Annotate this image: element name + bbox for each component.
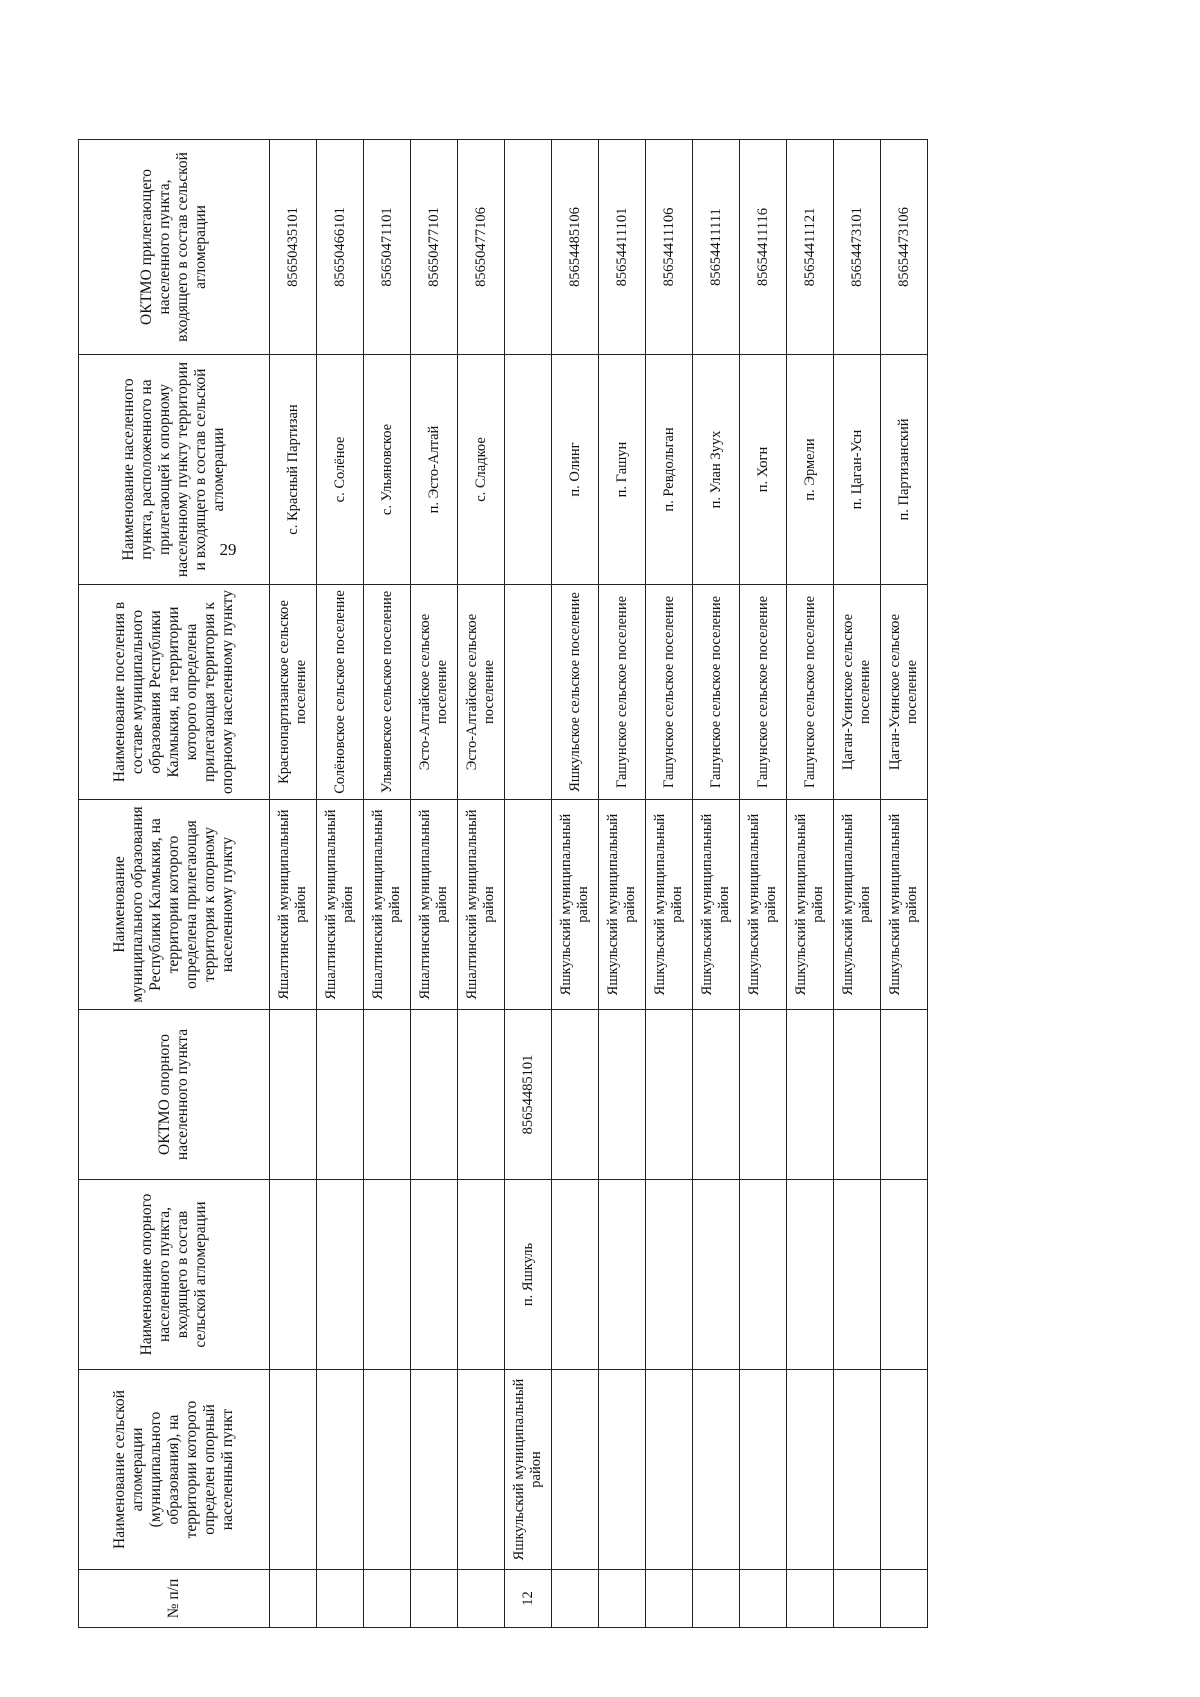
- cell-municipality: Яшалтинский муниципальный район: [364, 800, 411, 1010]
- table-row: [552, 140, 599, 1628]
- table-header-row: [79, 140, 270, 1628]
- table-row: [364, 140, 411, 1628]
- cell-adjacent-oktmo: 85650471101: [364, 140, 411, 355]
- table-row: [411, 140, 458, 1628]
- cell-settlement: Эсто-Алтайское сельское поселение: [458, 585, 505, 800]
- cell-num: [317, 1570, 364, 1628]
- cell-num: [834, 1570, 881, 1628]
- cell-adjacent-place: с. Солёное: [317, 355, 364, 585]
- cell-municipality: Яшкульский муниципальный район: [646, 800, 693, 1010]
- table-row: [881, 140, 928, 1628]
- cell-adjacent-oktmo: 85650435101: [270, 140, 317, 355]
- cell-settlement: Эсто-Алтайское сельское поселение: [411, 585, 458, 800]
- cell-adjacent-oktmo: 85654473106: [881, 140, 928, 355]
- cell-municipality: Яшалтинский муниципальный район: [458, 800, 505, 1010]
- cell-agglomeration: [552, 1370, 599, 1570]
- cell-agglomeration: [599, 1370, 646, 1570]
- cell-agglomeration: [270, 1370, 317, 1570]
- cell-base-oktmo: [270, 1010, 317, 1180]
- cell-adjacent-oktmo: 85654411111: [693, 140, 740, 355]
- cell-base-settlement: [599, 1180, 646, 1370]
- cell-base-settlement: п. Яшкуль: [505, 1180, 552, 1370]
- cell-num: [646, 1570, 693, 1628]
- cell-base-oktmo: [646, 1010, 693, 1180]
- cell-base-oktmo: [740, 1010, 787, 1180]
- page-number: 29: [219, 540, 237, 559]
- cell-base-oktmo: [881, 1010, 928, 1180]
- cell-num: 12: [505, 1570, 552, 1628]
- cell-adjacent-oktmo: 85650477101: [411, 140, 458, 355]
- cell-adjacent-oktmo: 85654485106: [552, 140, 599, 355]
- cell-adjacent-place: п. Гашун: [599, 355, 646, 585]
- table-row: [834, 140, 881, 1628]
- cell-num: [364, 1570, 411, 1628]
- cell-municipality: Яшалтинский муниципальный район: [411, 800, 458, 1010]
- header-municipality: Наименование муниципального образования Республики Калмыкия, на территории которого определена прилегающая территория к опорному населенному пункту: [79, 800, 270, 1010]
- cell-municipality: Яшкульский муниципальный район: [693, 800, 740, 1010]
- cell-base-oktmo: 85654485101: [505, 1010, 552, 1180]
- cell-agglomeration: [646, 1370, 693, 1570]
- table-row: [505, 140, 552, 1628]
- cell-settlement: Яшкульское сельское поселение: [552, 585, 599, 800]
- table-row: [787, 140, 834, 1628]
- table-row: [646, 140, 693, 1628]
- agglomeration-table: [78, 139, 928, 1628]
- table-row: [693, 140, 740, 1628]
- cell-base-settlement: [834, 1180, 881, 1370]
- cell-base-settlement: [270, 1180, 317, 1370]
- cell-adjacent-place: п. Хогн: [740, 355, 787, 585]
- cell-adjacent-oktmo: 85654411121: [787, 140, 834, 355]
- cell-num: [787, 1570, 834, 1628]
- cell-municipality: Яшкульский муниципальный район: [881, 800, 928, 1010]
- cell-agglomeration: [693, 1370, 740, 1570]
- cell-adjacent-place: п. Олинг: [552, 355, 599, 585]
- cell-base-settlement: [787, 1180, 834, 1370]
- cell-adjacent-oktmo: 85654411116: [740, 140, 787, 355]
- cell-base-oktmo: [834, 1010, 881, 1180]
- cell-agglomeration: [317, 1370, 364, 1570]
- cell-num: [411, 1570, 458, 1628]
- cell-adjacent-place: с. Ульяновское: [364, 355, 411, 585]
- cell-settlement: [505, 585, 552, 800]
- cell-num: [270, 1570, 317, 1628]
- cell-num: [740, 1570, 787, 1628]
- cell-settlement: Гашунское сельское поселение: [740, 585, 787, 800]
- cell-base-settlement: [552, 1180, 599, 1370]
- cell-base-oktmo: [364, 1010, 411, 1180]
- cell-num: [693, 1570, 740, 1628]
- cell-municipality: Яшкульский муниципальный район: [740, 800, 787, 1010]
- cell-base-oktmo: [552, 1010, 599, 1180]
- cell-settlement: Цаган-Усинское сельское поселение: [881, 585, 928, 800]
- cell-adjacent-oktmo: 85650466101: [317, 140, 364, 355]
- cell-municipality: Яшкульский муниципальный район: [552, 800, 599, 1010]
- cell-base-oktmo: [458, 1010, 505, 1180]
- cell-municipality: Яшкульский муниципальный район: [787, 800, 834, 1010]
- header-settlement: Наименование поселения в составе муниципального образования Республики Калмыкия, на территории которого определена прилегающая территория к опорному населенному пункту: [79, 585, 270, 800]
- cell-base-settlement: [317, 1180, 364, 1370]
- cell-settlement: Солёновское сельское поселение: [317, 585, 364, 800]
- cell-settlement: Гашунское сельское поселение: [693, 585, 740, 800]
- cell-adjacent-place: п. Эсто-Алтай: [411, 355, 458, 585]
- cell-base-settlement: [693, 1180, 740, 1370]
- cell-adjacent-place: [505, 355, 552, 585]
- table-row: [317, 140, 364, 1628]
- cell-adjacent-place: с. Сладкое: [458, 355, 505, 585]
- cell-settlement: Ульяновское сельское поселение: [364, 585, 411, 800]
- header-base-settlement: Наименование опорного населенного пункта, входящего в состав сельской агломерации: [79, 1180, 270, 1370]
- cell-base-settlement: [411, 1180, 458, 1370]
- cell-base-settlement: [364, 1180, 411, 1370]
- header-num: № п/п: [79, 1570, 270, 1628]
- header-agglomeration: Наименование сельской агломерации (муниципального образования), на территории которого определен опорный населенный пункт: [79, 1370, 270, 1570]
- cell-base-settlement: [458, 1180, 505, 1370]
- cell-adjacent-place: п. Эрмели: [787, 355, 834, 585]
- cell-adjacent-place: п. Ревдольган: [646, 355, 693, 585]
- cell-adjacent-oktmo: 85654473101: [834, 140, 881, 355]
- cell-adjacent-place: п. Цаган-Усн: [834, 355, 881, 585]
- header-adjacent-place: Наименование населенного пункта, расположенного на прилегающей к опорному населенному пункту территории и входящего в состав сельской агломерации: [79, 355, 270, 585]
- cell-adjacent-oktmo: 85654411101: [599, 140, 646, 355]
- cell-adjacent-place: п. Улан Зуух: [693, 355, 740, 585]
- cell-municipality: Яшалтинский муниципальный район: [270, 800, 317, 1010]
- header-adjacent-oktmo: ОКТМО прилегающего населенного пункта, входящего в состав сельской агломерации: [79, 140, 270, 355]
- cell-municipality: Яшалтинский муниципальный район: [317, 800, 364, 1010]
- cell-adjacent-place: с. Красный Партизан: [270, 355, 317, 585]
- cell-agglomeration: [364, 1370, 411, 1570]
- cell-base-oktmo: [411, 1010, 458, 1180]
- cell-settlement: Гашунское сельское поселение: [599, 585, 646, 800]
- cell-base-settlement: [881, 1180, 928, 1370]
- cell-base-oktmo: [599, 1010, 646, 1180]
- cell-agglomeration: Яшкульский муниципальный район: [505, 1370, 552, 1570]
- cell-num: [599, 1570, 646, 1628]
- cell-adjacent-oktmo: 85654411106: [646, 140, 693, 355]
- table-row: [740, 140, 787, 1628]
- header-base-oktmo: ОКТМО опорного населенного пункта: [79, 1010, 270, 1180]
- cell-municipality: [505, 800, 552, 1010]
- table-row: [458, 140, 505, 1628]
- cell-num: [552, 1570, 599, 1628]
- cell-agglomeration: [881, 1370, 928, 1570]
- cell-settlement: Цаган-Усинское сельское поселение: [834, 585, 881, 800]
- cell-settlement: Гашунское сельское поселение: [787, 585, 834, 800]
- cell-base-oktmo: [317, 1010, 364, 1180]
- cell-municipality: Яшкульский муниципальный район: [599, 800, 646, 1010]
- cell-agglomeration: [740, 1370, 787, 1570]
- cell-adjacent-oktmo: 85650477106: [458, 140, 505, 355]
- cell-base-settlement: [740, 1180, 787, 1370]
- cell-num: [881, 1570, 928, 1628]
- cell-adjacent-oktmo: [505, 140, 552, 355]
- table-row: [599, 140, 646, 1628]
- cell-agglomeration: [458, 1370, 505, 1570]
- cell-municipality: Яшкульский муниципальный район: [834, 800, 881, 1010]
- cell-num: [458, 1570, 505, 1628]
- cell-adjacent-place: п. Партизанский: [881, 355, 928, 585]
- cell-agglomeration: [411, 1370, 458, 1570]
- cell-base-oktmo: [787, 1010, 834, 1180]
- cell-base-settlement: [646, 1180, 693, 1370]
- rotated-page: [78, 140, 968, 1640]
- cell-settlement: Краснопартизанское сельское поселение: [270, 585, 317, 800]
- cell-settlement: Гашунское сельское поселение: [646, 585, 693, 800]
- cell-base-oktmo: [693, 1010, 740, 1180]
- cell-agglomeration: [787, 1370, 834, 1570]
- table-row: [270, 140, 317, 1628]
- cell-agglomeration: [834, 1370, 881, 1570]
